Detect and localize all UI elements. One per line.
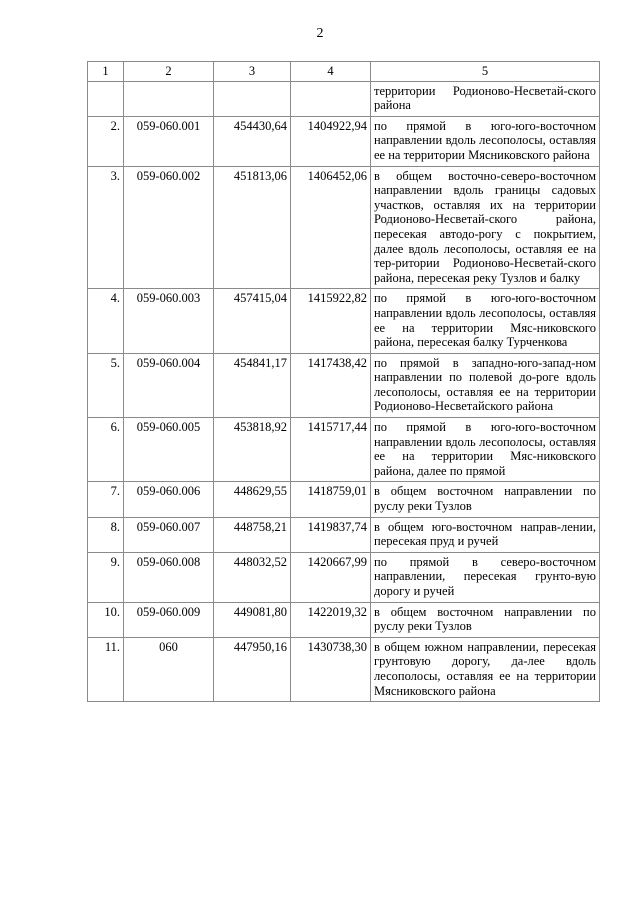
boundary-description-cell: в общем восточно-северо-восточном направлении вдоль границы садовых участков, оставляя их на территории Родионово-Несветай-ского района, пересекая автодо-рогу с покрытием, далее вдоль лесополосы, оставляя ее на тер-ритории Родионово-Несветай-ского района, пересекая реку Тузлов и балку bbox=[371, 166, 600, 289]
header-cell: 4 bbox=[291, 62, 371, 82]
row-number-cell: 4. bbox=[88, 289, 124, 353]
header-cell: 5 bbox=[371, 62, 600, 82]
boundary-description-cell: в общем восточном направлении по руслу реки Тузлов bbox=[371, 482, 600, 517]
row-number-cell: 10. bbox=[88, 602, 124, 637]
point-code-cell: 059-060.002 bbox=[124, 166, 214, 289]
point-code-cell: 059-060.007 bbox=[124, 517, 214, 552]
table-row bbox=[88, 602, 600, 637]
table-row bbox=[88, 517, 600, 552]
header-cell: 3 bbox=[214, 62, 291, 82]
point-code-cell bbox=[124, 81, 214, 116]
table-row bbox=[88, 81, 600, 116]
row-number-cell: 2. bbox=[88, 116, 124, 166]
row-number-cell: 7. bbox=[88, 482, 124, 517]
coordinate-x-cell: 454430,64 bbox=[214, 116, 291, 166]
point-code-cell: 059-060.005 bbox=[124, 418, 214, 482]
row-number-cell: 5. bbox=[88, 353, 124, 417]
coordinate-x-cell: 448032,52 bbox=[214, 552, 291, 602]
row-number-cell: 8. bbox=[88, 517, 124, 552]
table-row bbox=[88, 116, 600, 166]
coordinate-x-cell: 447950,16 bbox=[214, 637, 291, 701]
table-row bbox=[88, 482, 600, 517]
boundary-description-cell: по прямой в юго-юго-восточном направлении вдоль лесополосы, оставляя ее на территории Мяс-никовского района, далее по прямой bbox=[371, 418, 600, 482]
header-cell: 1 bbox=[88, 62, 124, 82]
point-code-cell: 059-060.009 bbox=[124, 602, 214, 637]
coordinate-y-cell: 1430738,30 bbox=[291, 637, 371, 701]
row-number-cell: 9. bbox=[88, 552, 124, 602]
boundary-description-cell: по прямой в северо-восточном направлении, пересекая грунто-вую дорогу и ручей bbox=[371, 552, 600, 602]
page-number: 2 bbox=[316, 26, 324, 41]
boundary-table bbox=[87, 61, 600, 702]
table-row bbox=[88, 289, 600, 353]
boundary-description-cell: по прямой в юго-юго-восточном направлении вдоль лесополосы, оставляя ее на территории Мяс-никовского района, пересекая балку Турченкова bbox=[371, 289, 600, 353]
point-code-cell: 059-060.008 bbox=[124, 552, 214, 602]
point-code-cell: 059-060.006 bbox=[124, 482, 214, 517]
coordinate-x-cell bbox=[214, 81, 291, 116]
point-code-cell: 059-060.003 bbox=[124, 289, 214, 353]
boundary-description-cell: в общем южном направлении, пересекая грунтовую дорогу, да-лее вдоль лесополосы, оставляя ее на территории Мясниковского района bbox=[371, 637, 600, 701]
coordinate-x-cell: 454841,17 bbox=[214, 353, 291, 417]
coordinate-x-cell: 448629,55 bbox=[214, 482, 291, 517]
boundary-description-cell: по прямой в юго-юго-восточном направлении вдоль лесополосы, оставляя ее на территории Мясниковского района bbox=[371, 116, 600, 166]
boundary-description-cell: территории Родионово-Несветай-ского района bbox=[371, 81, 600, 116]
coordinate-x-cell: 448758,21 bbox=[214, 517, 291, 552]
coordinate-y-cell bbox=[291, 81, 371, 116]
boundary-description-cell: по прямой в западно-юго-запад-ном направлении по полевой до-роге вдоль лесополосы, оставляя ее на территории Родионово-Несветайского района bbox=[371, 353, 600, 417]
row-number-cell bbox=[88, 81, 124, 116]
table-row bbox=[88, 637, 600, 701]
point-code-cell: 060 bbox=[124, 637, 214, 701]
boundary-description-cell: в общем юго-восточном направ-лении, пересекая пруд и ручей bbox=[371, 517, 600, 552]
point-code-cell: 059-060.004 bbox=[124, 353, 214, 417]
coordinate-y-cell: 1418759,01 bbox=[291, 482, 371, 517]
coordinate-y-cell: 1406452,06 bbox=[291, 166, 371, 289]
coordinate-y-cell: 1404922,94 bbox=[291, 116, 371, 166]
header-cell: 2 bbox=[124, 62, 214, 82]
table-row bbox=[88, 552, 600, 602]
coordinate-x-cell: 457415,04 bbox=[214, 289, 291, 353]
row-number-cell: 6. bbox=[88, 418, 124, 482]
coordinate-y-cell: 1420667,99 bbox=[291, 552, 371, 602]
table-header-row bbox=[88, 62, 600, 82]
coordinate-y-cell: 1419837,74 bbox=[291, 517, 371, 552]
table-row bbox=[88, 353, 600, 417]
table-row bbox=[88, 418, 600, 482]
coordinate-x-cell: 449081,80 bbox=[214, 602, 291, 637]
table-row bbox=[88, 166, 600, 289]
point-code-cell: 059-060.001 bbox=[124, 116, 214, 166]
coordinate-y-cell: 1415717,44 bbox=[291, 418, 371, 482]
row-number-cell: 11. bbox=[88, 637, 124, 701]
coordinate-y-cell: 1422019,32 bbox=[291, 602, 371, 637]
coordinate-y-cell: 1417438,42 bbox=[291, 353, 371, 417]
coordinate-x-cell: 451813,06 bbox=[214, 166, 291, 289]
row-number-cell: 3. bbox=[88, 166, 124, 289]
coordinate-y-cell: 1415922,82 bbox=[291, 289, 371, 353]
coordinate-x-cell: 453818,92 bbox=[214, 418, 291, 482]
boundary-description-cell: в общем восточном направлении по руслу реки Тузлов bbox=[371, 602, 600, 637]
